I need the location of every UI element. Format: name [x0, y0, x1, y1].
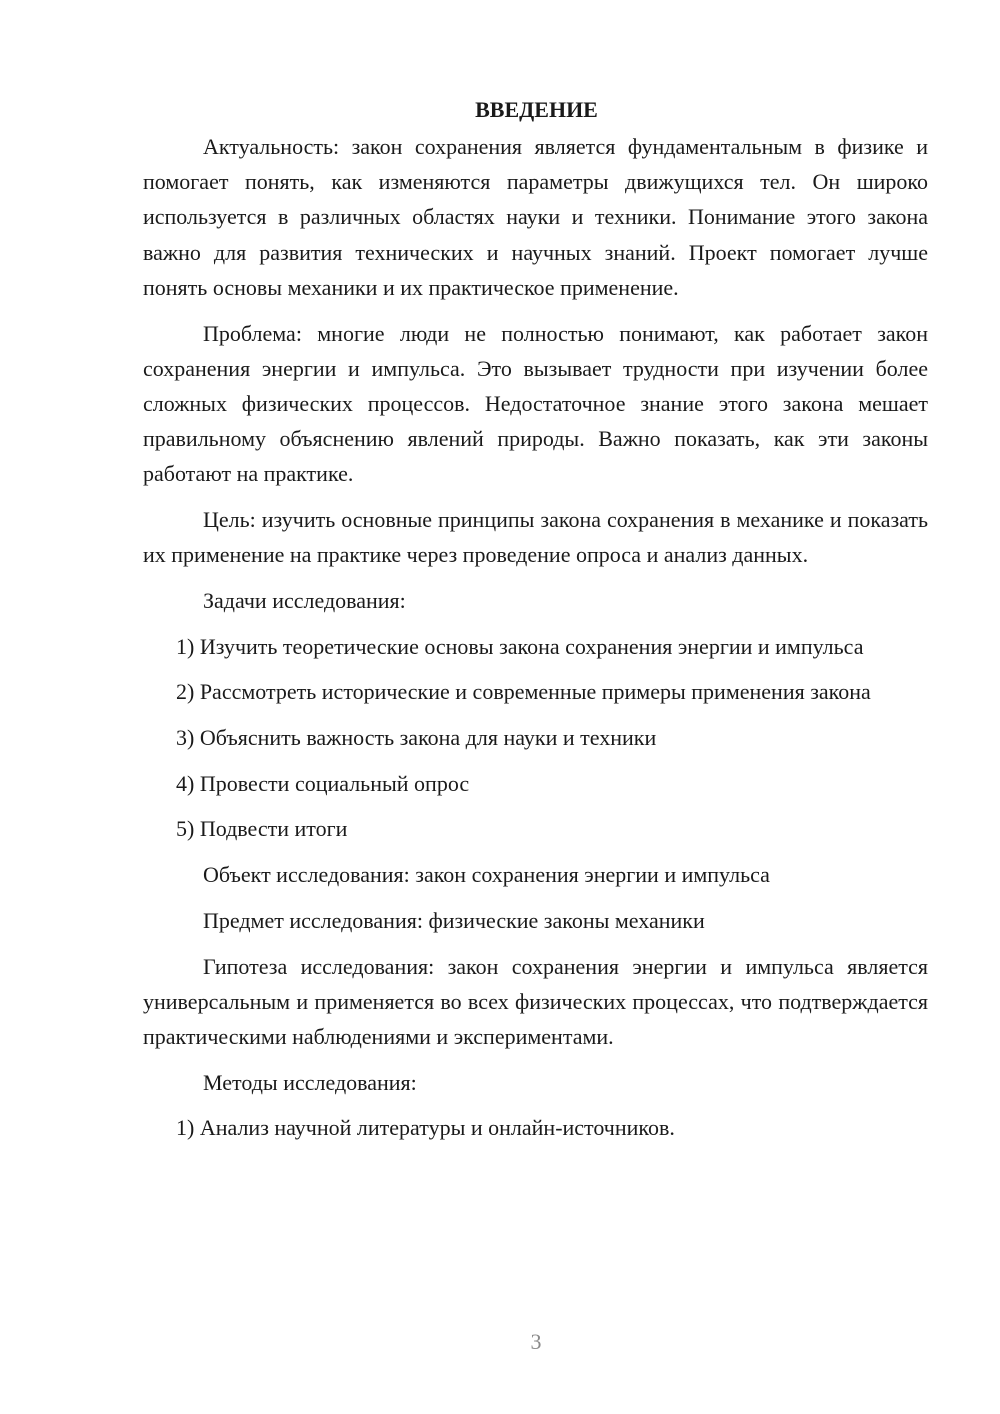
task-item-2: 2) Рассмотреть исторические и современные примеры применения закона [176, 679, 871, 705]
task-item-3: 3) Объяснить важность закона для науки и техники [176, 725, 657, 751]
paragraph-relevance: Актуальность: закон сохранения является фундаментальным в физике и помогает понять, как изменяются параметры движущихся тел. Он широко используется в различных областях науки и техники. Понимание этого закона важно для развития технических и научных знаний. Проект помогает лучше понять основы механики и их практическое применение. [143, 134, 928, 300]
paragraph-hypothesis: Гипотеза исследования: закон сохранения энергии и импульса является универсальным и применяется во всех физических процессах, что подтверждается практическими наблюдениями и экспериментами. [143, 953, 928, 1049]
page-number: 3 [530, 1329, 542, 1354]
task-item-5: 5) Подвести итоги [176, 816, 348, 842]
paragraph-goal: Цель: изучить основные принципы закона сохранения в механике и показать их применение на практике через проведение опроса и анализ данных. [143, 507, 928, 568]
paragraph-problem: Проблема: многие люди не полностью понимают, как работает закон сохранения энергии и импульса. Это вызывает трудности при изучении более сложных физических процессов. Недостаточное знание этого закона мешает правильному объяснению явлений природы. Важно показать, как эти законы работают на практике. [143, 320, 928, 487]
document-page [143, 92, 928, 1156]
paragraph-subject: Предмет исследования: физические законы механики [203, 907, 705, 933]
methods-heading: Методы исследования: [203, 1069, 417, 1095]
method-item-1: 1) Анализ научной литературы и онлайн-источников. [176, 1115, 675, 1141]
tasks-heading: Задачи исследования: [203, 587, 406, 613]
section-title: ВВЕДЕНИЕ [475, 97, 598, 122]
paragraph-object: Объект исследования: закон сохранения энергии и импульса [203, 862, 770, 888]
task-item-4: 4) Провести социальный опрос [176, 770, 470, 796]
task-item-1: 1) Изучить теоретические основы закона сохранения энергии и импульса [176, 633, 864, 659]
